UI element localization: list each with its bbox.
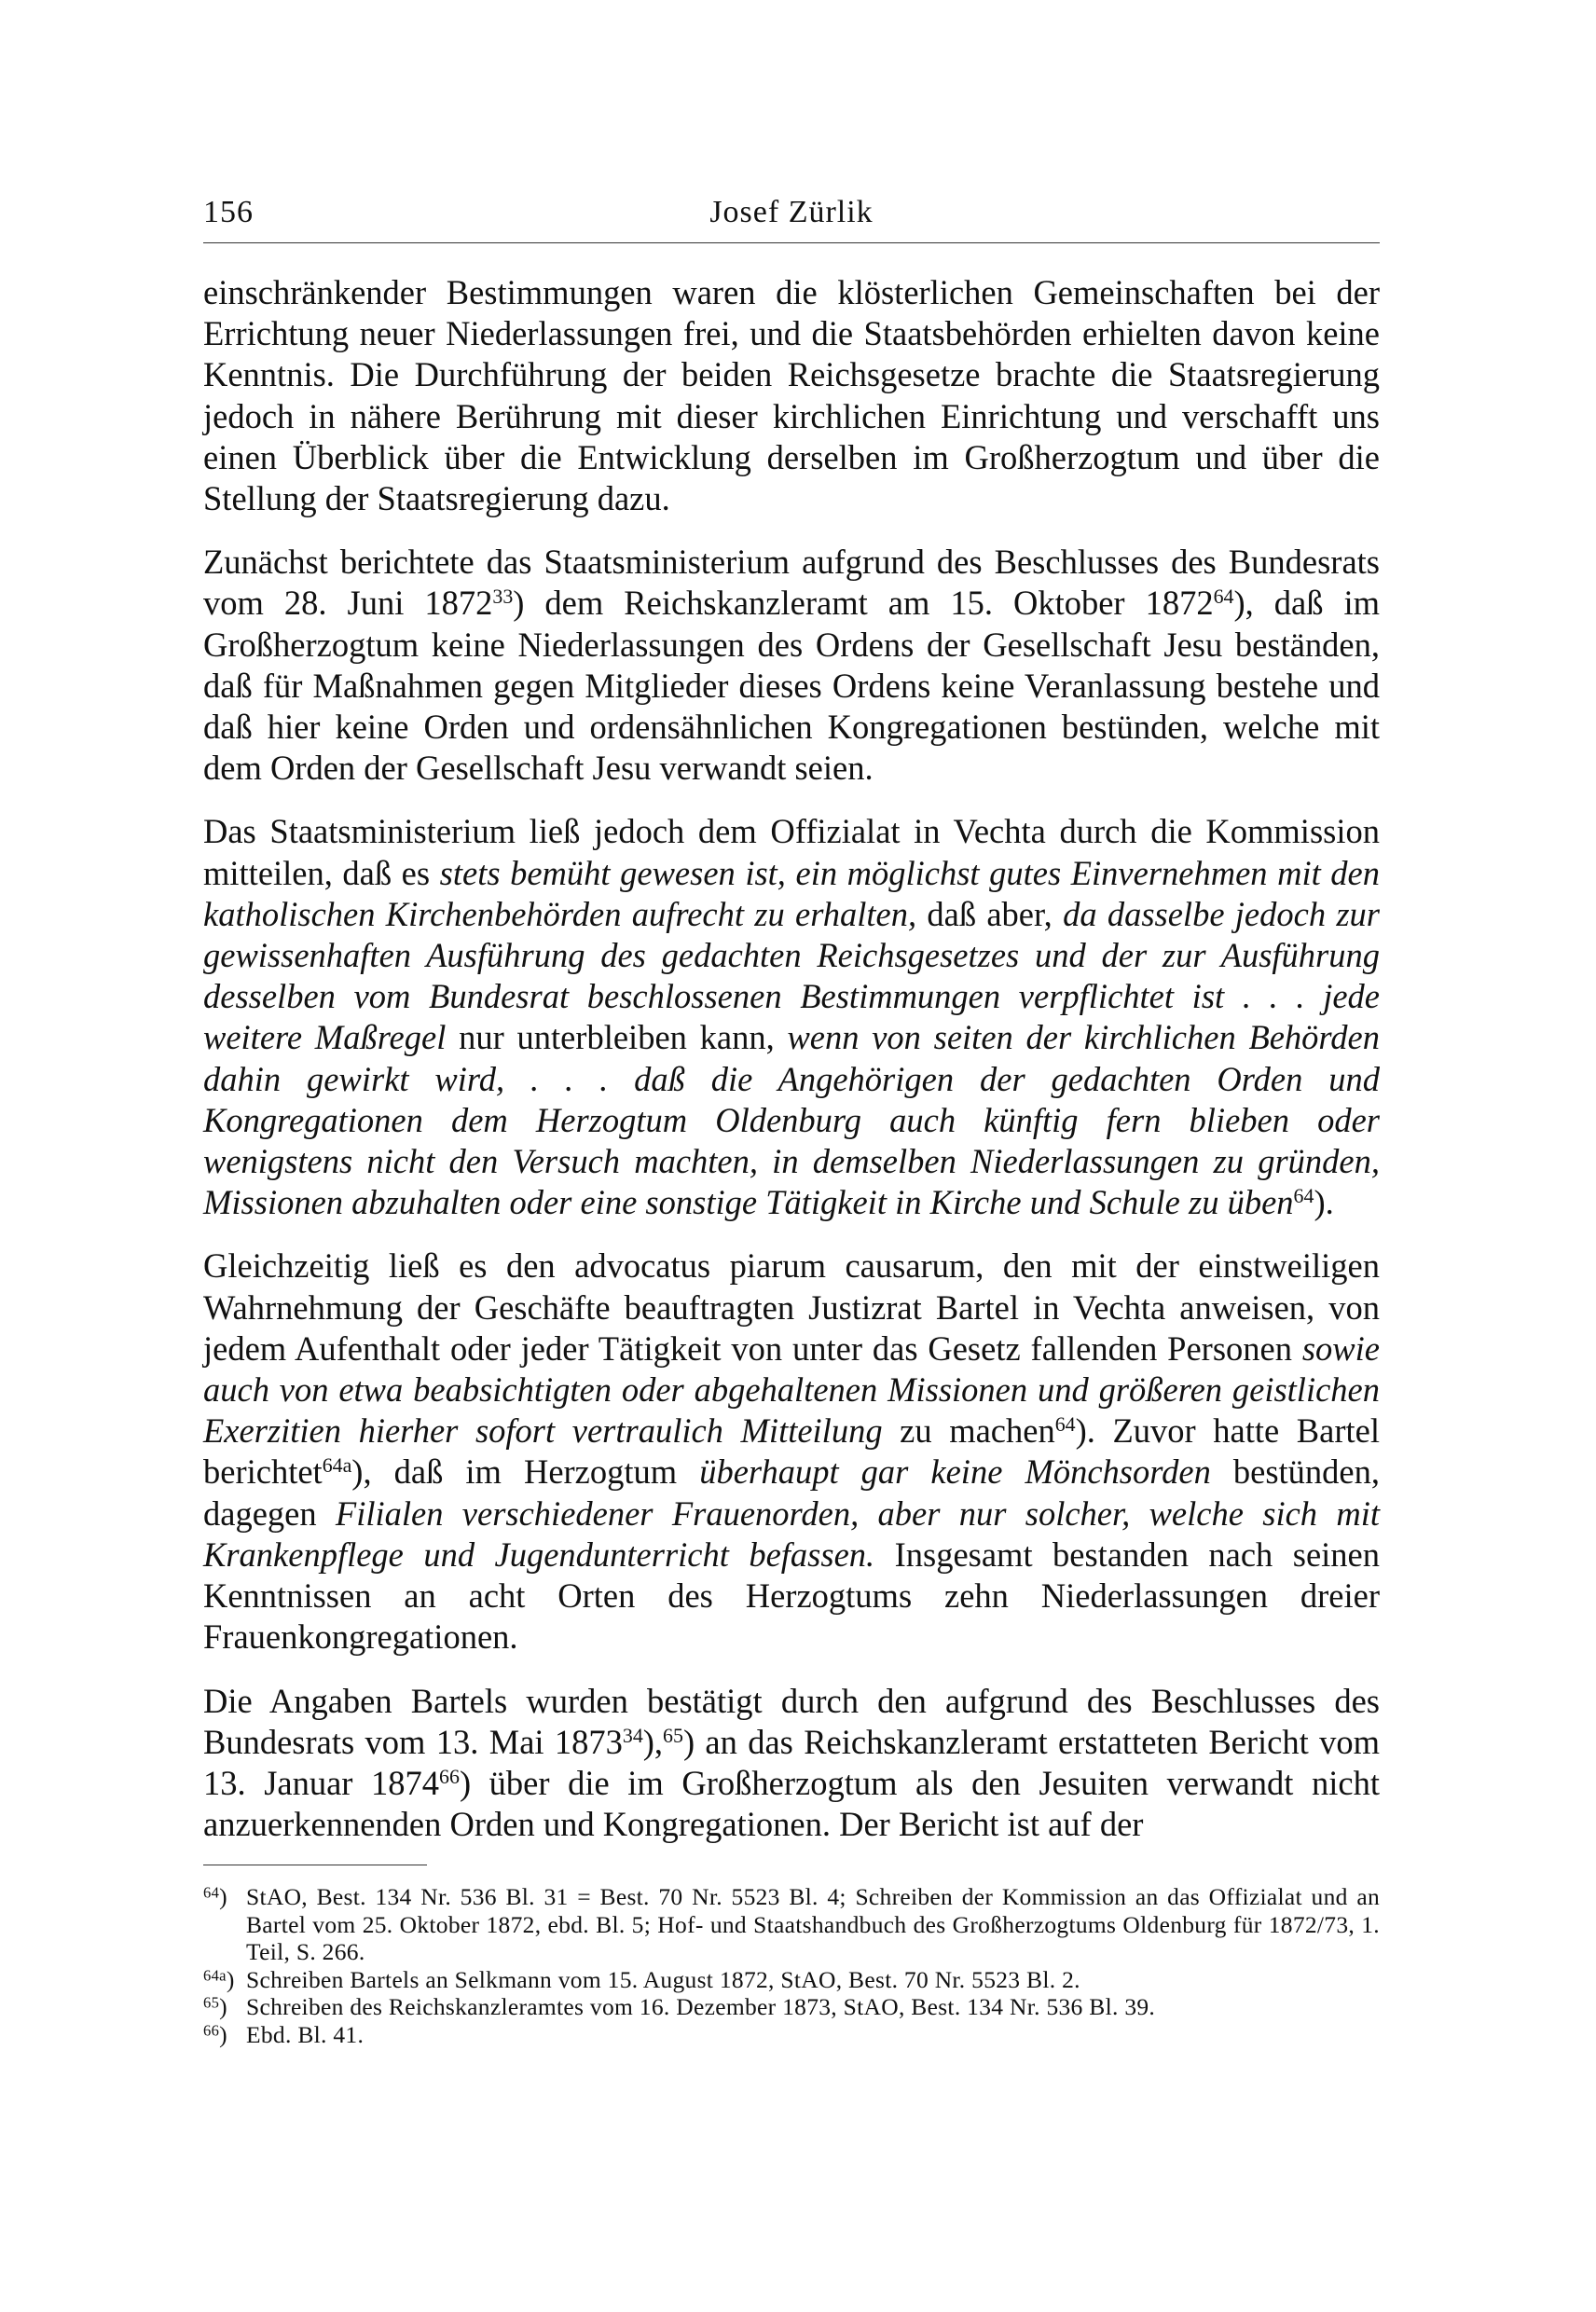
emphasis-text: wenn von seiten der kirchlichen Behörden dahin gewirkt wird, . . . daß die Angehörigen der gedachten Orden und Kongregationen dem Herzogtum Oldenburg auch künftig fern blieben oder wenigstens nicht den Versuch machten, in demselben Niederlassungen zu gründen, Missionen abzuhalten oder eine sonstige Tätigkeit in Kirche und Schule zu üben [203,1018,1380,1222]
emphasis-text: stets bemüht gewesen ist, ein möglichst gutes Einvernehmen mit den katholischen Kirchenbehörden aufrecht zu erhalten, [203,853,1380,933]
footnote [203,1883,1380,1966]
page-header [203,194,1380,243]
text-run: ), daß im Herzogtum [351,1452,700,1492]
text-run: ) über die im Großherzogtum als den Jesuiten verwandt nicht anzuerkennenden Orden und Kongregationen. Der Bericht ist auf der [203,1763,1380,1844]
paragraph [203,811,1380,1223]
footnote-text: StAO, Best. 134 Nr. 536 Bl. 31 = Best. 70 Nr. 5523 Bl. 4; Schreiben der Kommission an das Offizialat und an Bartel vom 25. Oktober 1872, ebd. Bl. 5; Hof- und Staatshandbuch des Großherzogtums Oldenburg für 1872/73, 1. Teil, S. 266. [246,1883,1380,1966]
text-run: ), daß im Großherzogtum keine Niederlassungen des Ordens der Gesellschaft Jesu beständen, daß für Maßnahmen gegen Mitglieder dieses Ordens keine Veranlassung bestehe und daß hier keine Orden und ordensähnlichen Kongregationen bestünden, welche mit dem Orden der Gesellschaft Jesu verwandt seien. [203,584,1380,788]
footnote-label: $^{65}$) [203,1993,227,2021]
text-run: ). Zuvor hatte Bartel berichtet [203,1411,1380,1492]
running-head: Josef Zürlik [709,195,874,229]
text-run: nur unterbleiben kann, [446,1018,788,1057]
footnote-ref: 64 [1213,585,1234,609]
footnote [203,1993,1380,2021]
text-run: bestünden, dagegen [203,1452,1380,1533]
text-run: ) an das Reichskanzleramt erstatteten Bericht vom 13. Januar 1874 [203,1722,1381,1802]
footnotes [203,1883,1380,2049]
page-number: 156 [203,195,254,229]
paragraph [203,542,1380,789]
footnote-ref: 64 [1293,1184,1314,1208]
text-run: Die Angaben Bartels wurden bestätigt durch den aufgrund des Beschlusses des Bundesrats vom 13. Mai 1873 [203,1681,1380,1761]
emphasis-text: Filialen verschiedener Frauenorden, aber nur solcher, welche sich mit Krankenpflege und Jugendunterricht befassen. [203,1493,1380,1574]
footnote [203,2021,1380,2049]
text-run: ). [1314,1183,1334,1222]
footnote-ref: 34 [622,1723,643,1747]
footnote-ref: 65 [663,1723,683,1747]
text-run: einschränkender Bestimmungen waren die klösterlichen Gemeinschaften bei der Errichtung neuer Niederlassungen frei, und die Staatsbehörden erhielten davon keine Kenntnis. Die Durchführung der beiden Reichsgesetze brachte die Staatsregierung jedoch in nähere Berührung mit dieser kirchlichen Einrichtung und verschafft uns einen Überblick über die Entwicklung derselben im Großherzogtum und über die Stellung der Staatsregierung dazu. [203,273,1380,518]
text-run: Das Staatsministerium ließ jedoch dem Offizialat in Vechta durch die Kommission mitteilen, daß es [203,812,1380,892]
text-run: ) dem Reichskanzleramt am 15. Oktober 1872 [513,584,1214,623]
text-run: Insgesamt bestanden nach seinen Kenntnissen an acht Orten des Herzogtums zehn Niederlassungen dreier Frauenkongregationen. [203,1534,1380,1657]
footnote-ref: 64a [322,1453,352,1478]
emphasis-text: überhaupt gar keine Mönchsorden [699,1452,1211,1492]
footnote-label: $^{64a}$) [203,1965,235,1993]
emphasis-text: da dasselbe jedoch zur gewissenhaften Ausführung des gedachten Reichsgesetzes und der zur Ausführung desselben vom Bundesrat beschlossenen Bestimmungen verpflichtet ist . . . jede weitere Maßregel [203,894,1380,1057]
footnote-text: Schreiben Bartels an Selkmann vom 15. August 1872, StAO, Best. 70 Nr. 5523 Bl. 2. [246,1965,1080,1993]
footnote-ref: 33 [492,585,514,609]
body-text [203,272,1380,1845]
emphasis-text: sowie auch von etwa beabsichtigten oder abgehaltenen Missionen und größeren geistlichen Exerzitien hierher sofort vertraulich Mitteilung [203,1328,1380,1451]
footnote-text: Schreiben des Reichskanzleramtes vom 16. Dezember 1873, StAO, Best. 134 Nr. 536 Bl. 39. [246,1993,1156,2021]
footnote-text: Ebd. Bl. 41. [246,2020,365,2048]
footnote [203,1966,1380,1994]
paragraph [203,1681,1380,1846]
text-run: Zunächst berichtete das Staatsministerium aufgrund des Beschlusses des Bundesrats vom 28. Juni 1872 [203,543,1380,623]
paragraph [203,272,1380,519]
text-run: ), [642,1722,664,1761]
footnote-ref: 64 [1054,1412,1076,1437]
text-run: daß aber, [916,894,1064,933]
footnote-label: $^{66}$) [203,2020,227,2048]
footnote-ref: 66 [439,1764,460,1788]
text-run: zu machen [882,1411,1055,1451]
footnote-label: $^{64}$) [203,1883,227,1910]
text-run: Gleichzeitig ließ es den advocatus piarum causarum, den mit der einstweiligen Wahrnehmung der Geschäfte beauftragten Justizrat Bartel in Vechta anweisen, von jedem Aufenthalt oder jeder Tätigkeit von unter das Gesetz fallenden Personen [203,1246,1380,1368]
paragraph [203,1245,1380,1658]
